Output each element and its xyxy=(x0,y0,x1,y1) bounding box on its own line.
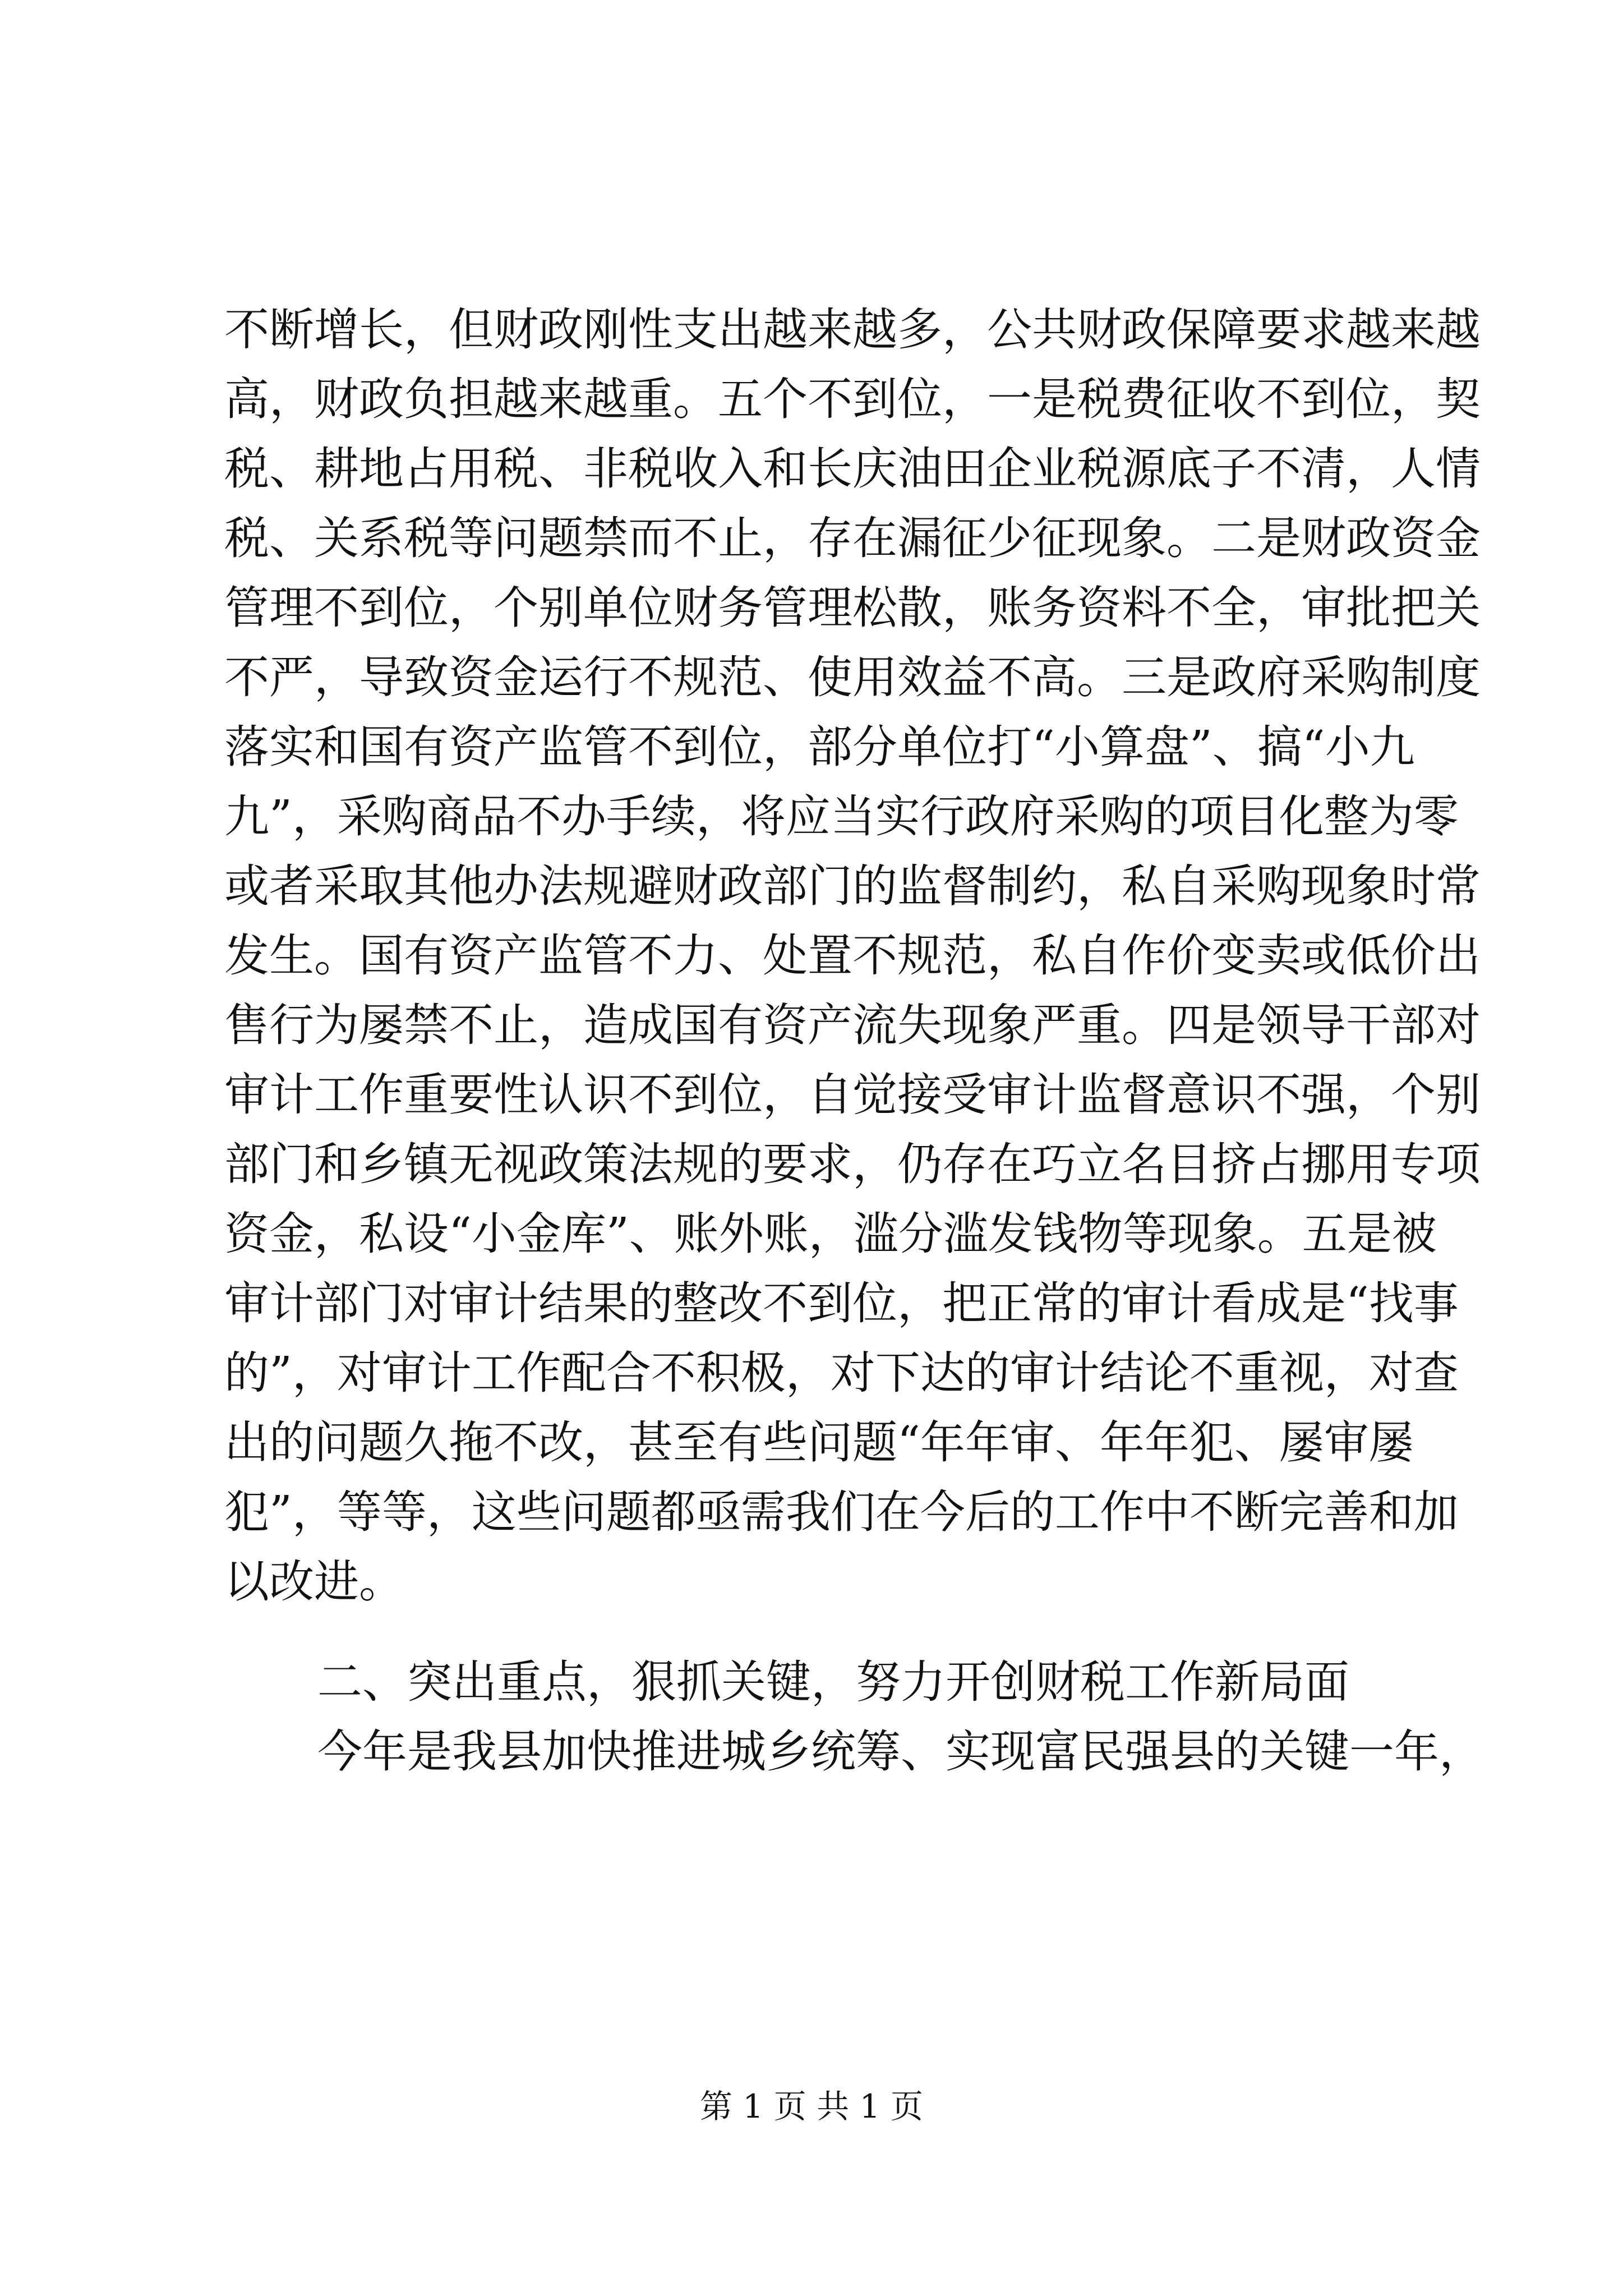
page-number-footer: 第 1 页 共 1 页 xyxy=(700,2087,923,2125)
text-line: 不严，导致资金运行不规范、使用效益不高。三是政府采购制度 xyxy=(224,651,1481,703)
document-body xyxy=(224,295,1484,1787)
text-line: 税、耕地占用税、非税收入和长庆油田企业税源底子不清，人情 xyxy=(224,443,1481,495)
text-line: 犯”，等等，这些问题都亟需我们在今后的工作中不断完善和加 xyxy=(224,1486,1459,1538)
text-line: 审计工作重要性认识不到位，自觉接受审计监督意识不强，个别 xyxy=(224,1069,1481,1121)
paragraph-gap xyxy=(224,1617,1391,1648)
text-line: 出的问题久拖不改，甚至有些问题“年年审、年年犯、屡审屡 xyxy=(224,1416,1414,1469)
section-heading: 二、突出重点，狠抓关键，努力开创财税工作新局面 xyxy=(317,1656,1349,1708)
text-line: 不断增长，但财政刚性支出越来越多，公共财政保障要求越来越 xyxy=(224,303,1481,356)
text-line: 税、关系税等问题禁而不止，存在漏征少征现象。二是财政资金 xyxy=(224,512,1481,564)
text-line: 发生。国有资产监管不力、处置不规范，私自作价变卖或低价出 xyxy=(224,930,1481,982)
text-line: 九”，采购商品不办手续，将应当实行政府采购的项目化整为零 xyxy=(224,790,1459,843)
text-line: 或者采取其他办法规避财政部门的监督制约，私自采购现象时常 xyxy=(224,860,1481,912)
text-line: 审计部门对审计结果的整改不到位，把正常的审计看成是“找事 xyxy=(224,1277,1459,1329)
text-line: 资金，私设“小金库”、账外账，滥分滥发钱物等现象。五是被 xyxy=(224,1208,1437,1260)
text-line: 以改进。 xyxy=(224,1556,404,1608)
text-line: 售行为屡禁不止，造成国有资产流失现象严重。四是领导干部对 xyxy=(224,999,1481,1051)
text-line: 的”，对审计工作配合不积极，对下达的审计结论不重视，对查 xyxy=(224,1347,1459,1399)
text-line: 管理不到位，个别单位财务管理松散，账务资料不全，审批把关 xyxy=(224,582,1481,634)
text-line: 部门和乡镇无视政策法规的要求，仍存在巧立名目挤占挪用专项 xyxy=(224,1138,1481,1190)
text-line: 落实和国有资产监管不到位，部分单位打“小算盘”、搞“小九 xyxy=(224,721,1415,773)
text-line: 高，财政负担越来越重。五个不到位，一是税费征收不到位，契 xyxy=(224,373,1481,425)
text-line: 今年是我县加快推进城乡统筹、实现富民强县的关键一年， xyxy=(317,1726,1484,1778)
